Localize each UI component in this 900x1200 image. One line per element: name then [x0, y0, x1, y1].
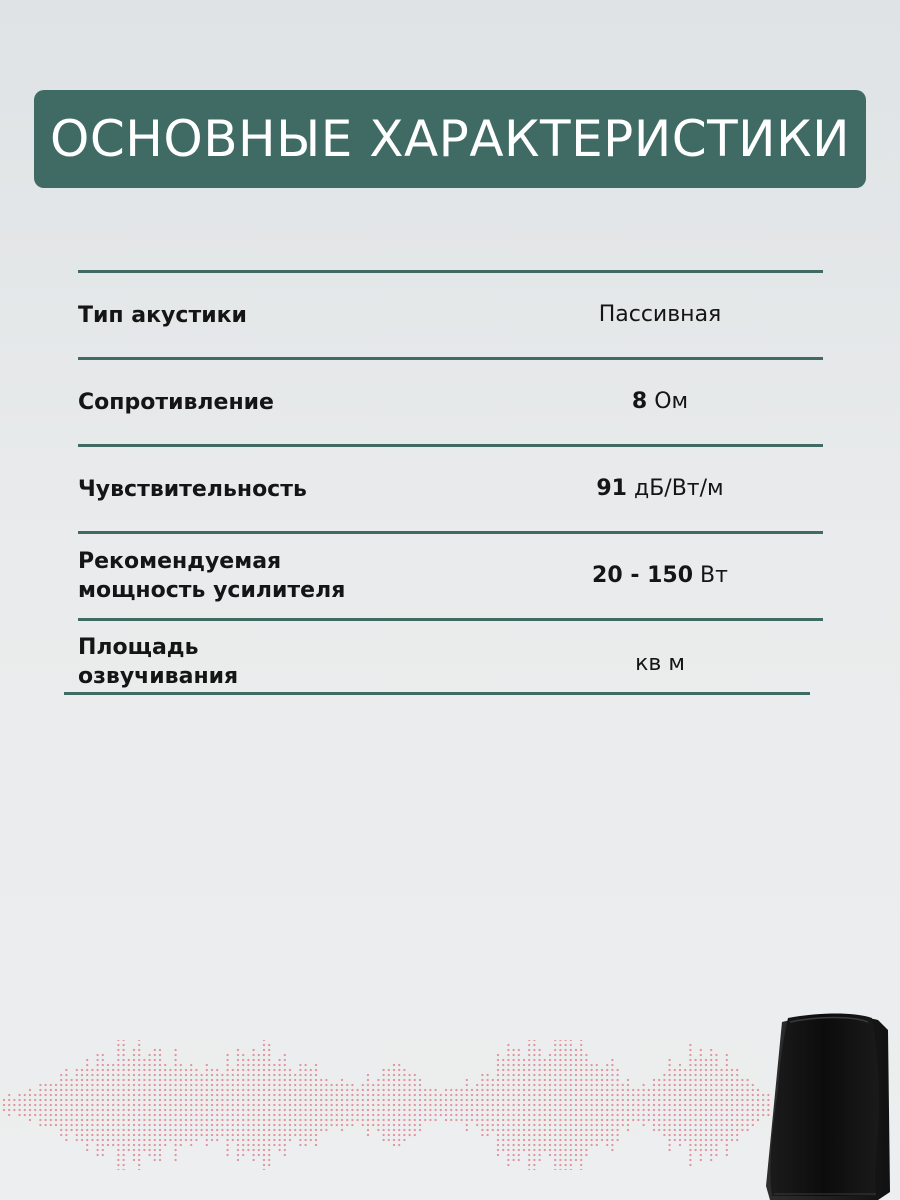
table-divider	[78, 531, 823, 534]
spec-value-number: 8	[631, 389, 648, 414]
spec-value	[480, 563, 840, 588]
spec-label: Чувствительность	[78, 477, 307, 502]
table-divider	[64, 692, 810, 695]
table-divider	[78, 444, 823, 447]
page-title: ОСНОВНЫЕ ХАРАКТЕРИСТИКИ	[50, 110, 850, 168]
table-divider	[78, 618, 823, 621]
spec-value-number: 20 - 150	[592, 563, 694, 588]
spec-value-unit: кв м	[635, 651, 685, 676]
speaker-icon	[760, 1010, 900, 1200]
spec-label: Сопротивление	[78, 390, 274, 415]
table-divider	[78, 270, 823, 273]
spec-value-unit: дБ/Вт/м	[626, 476, 724, 501]
table-divider	[78, 357, 823, 360]
spec-label: Площадь озвучивания	[78, 635, 239, 689]
spec-value	[480, 389, 840, 414]
sound-wave-dots	[3, 1040, 770, 1170]
spec-value	[480, 651, 840, 676]
spec-value	[480, 302, 840, 327]
spec-value	[480, 476, 840, 501]
spec-label: Тип акустики	[78, 303, 247, 328]
spec-value-unit: Пассивная	[598, 302, 722, 327]
spec-value-unit: Ом	[647, 389, 689, 414]
spec-label: Рекомендуемая мощность усилителя	[78, 549, 346, 603]
spec-value-number: 91	[596, 476, 627, 501]
spec-value-unit: Вт	[693, 563, 728, 588]
